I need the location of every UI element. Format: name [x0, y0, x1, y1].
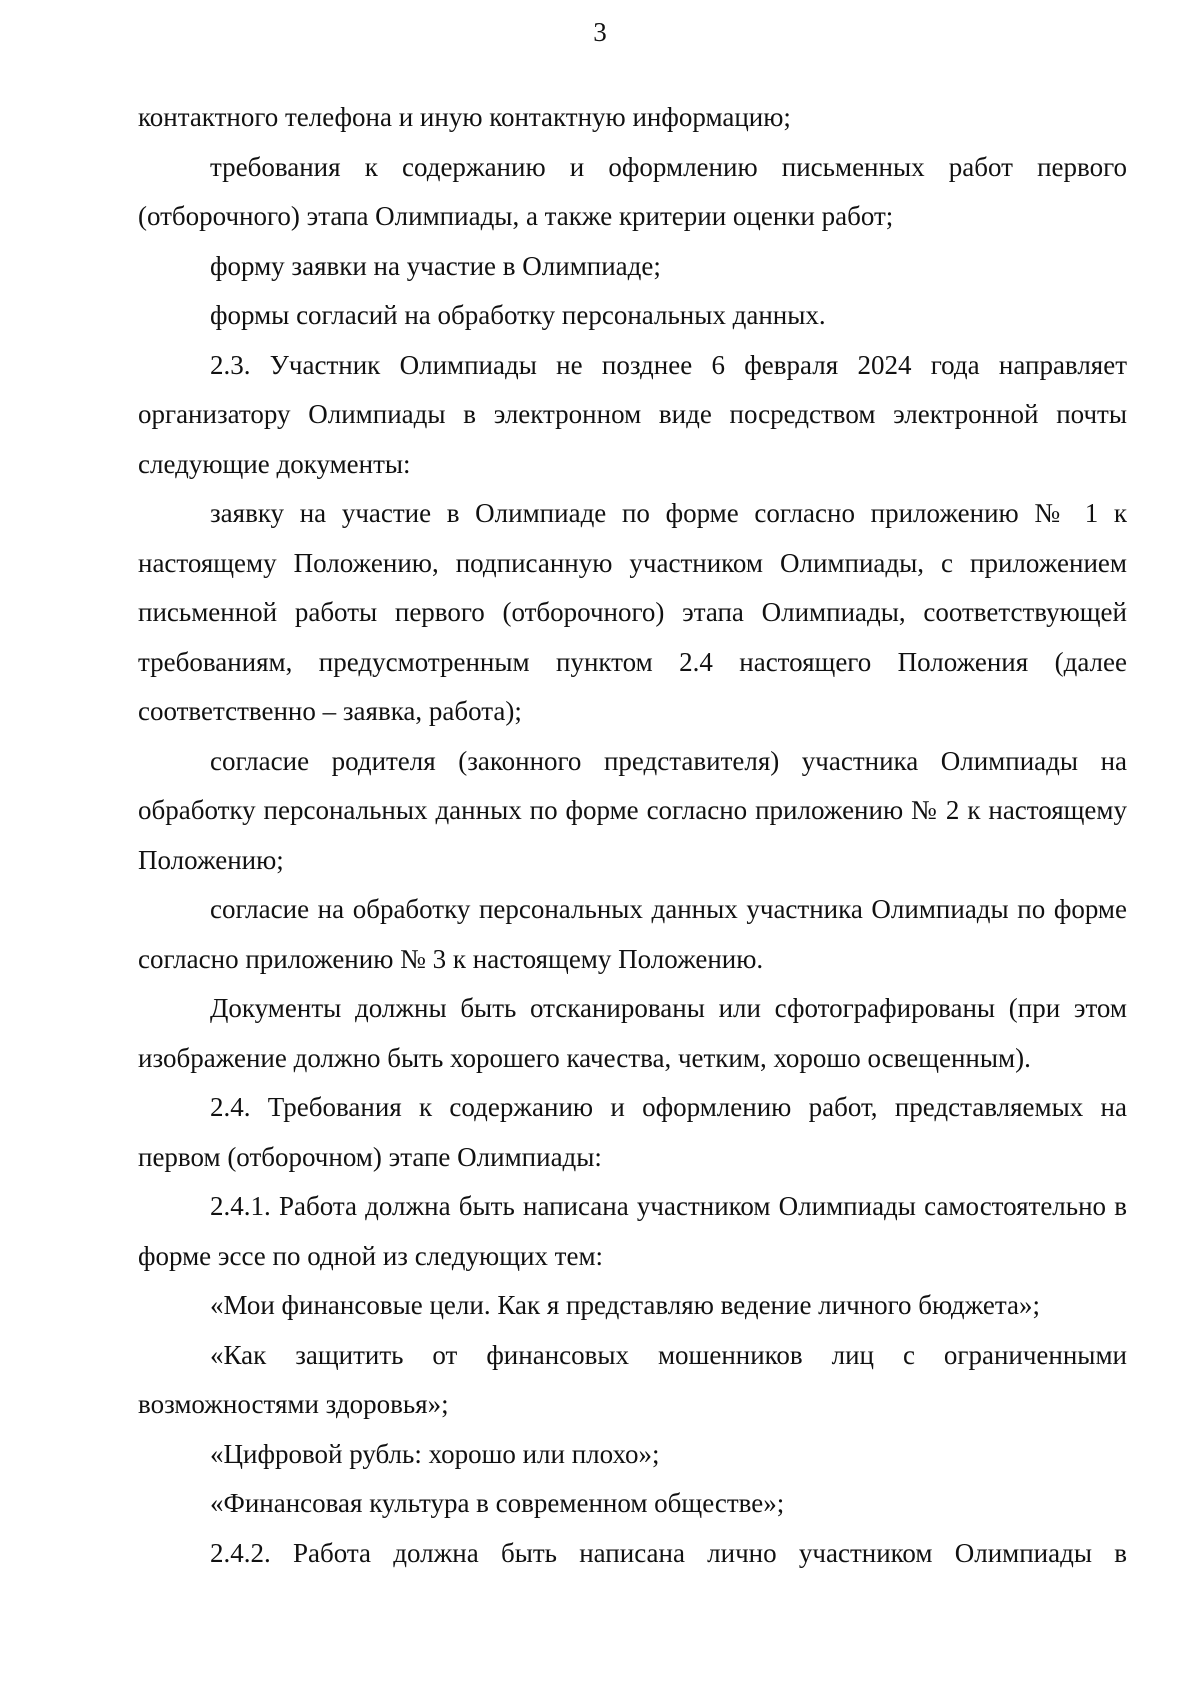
- document-body: [138, 93, 1127, 1578]
- paragraph-section-2-4: 2.4. Требования к содержанию и оформлению работ, представляемых на первом (отборочном) этапе Олимпиады:: [138, 1092, 1127, 1172]
- paragraph-participant-consent: согласие на обработку персональных данных участника Олимпиады по форме согласно приложению № 3 к настоящему Положению.: [138, 894, 1127, 974]
- essay-topic-2: «Как защитить от финансовых мошенников лиц с ограниченными возможностями здоровья»;: [138, 1339, 1127, 1419]
- essay-topic-4: «Финансовая культура в современном обществе»;: [210, 1488, 785, 1518]
- paragraph-application-form: форму заявки на участие в Олимпиаде;: [210, 250, 661, 281]
- paragraph-section-2-3: 2.3. Участник Олимпиады не позднее 6 февраля 2024 года направляет организатору Олимпиады в электронном виде посредством электронной почты следующие документы:: [138, 349, 1127, 479]
- paragraph-application-appendix-1: заявку на участие в Олимпиаде по форме согласно приложению № 1 к настоящему Положению, подписанную участником Олимпиады, с приложением письменной работы первого (отборочного) этапа Олимпиады, соответствующей требованиям, предусмотренным пунктом 2.4 настоящего Положения (далее соответственно – заявка, работа);: [138, 498, 1127, 726]
- paragraph-scan-requirements: Документы должны быть отсканированы или сфотографированы (при этом изображение должно быть хорошего качества, четким, хорошо освещенным).: [138, 993, 1127, 1073]
- paragraph-contact-info: контактного телефона и иную контактную информацию;: [138, 102, 791, 132]
- paragraph-section-2-4-2: 2.4.2. Работа должна быть написана лично участником Олимпиады в: [210, 1537, 1127, 1568]
- paragraph-section-2-4-1: 2.4.1. Работа должна быть написана участником Олимпиады самостоятельно в форме эссе по одной из следующих тем:: [138, 1191, 1127, 1271]
- paragraph-consent-forms: формы согласий на обработку персональных данных.: [210, 300, 826, 330]
- page-number: 3: [593, 17, 607, 47]
- paragraph-parent-consent: согласие родителя (законного представителя) участника Олимпиады на обработку персональных данных по форме согласно приложению № 2 к настоящему Положению;: [138, 745, 1127, 875]
- paragraph-work-requirements: требования к содержанию и оформлению письменных работ первого (отборочного) этапа Олимпиады, а также критерии оценки работ;: [138, 151, 1127, 231]
- essay-topic-1: «Мои финансовые цели. Как я представляю ведение личного бюджета»;: [210, 1290, 1040, 1320]
- essay-topic-3: «Цифровой рубль: хорошо или плохо»;: [210, 1438, 660, 1469]
